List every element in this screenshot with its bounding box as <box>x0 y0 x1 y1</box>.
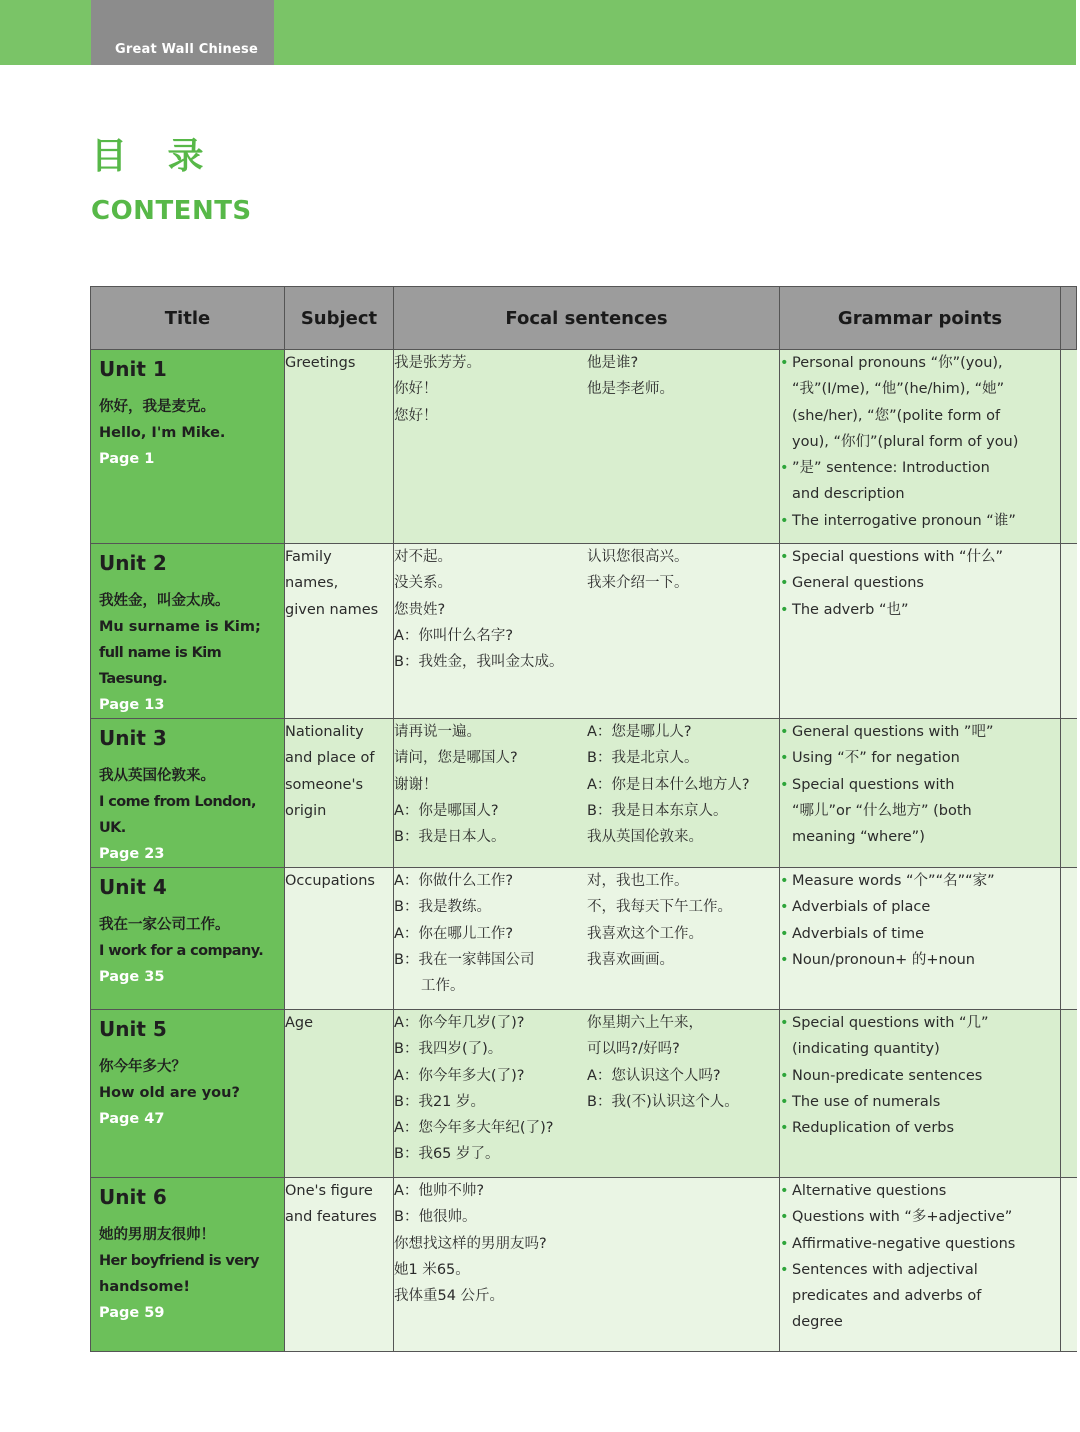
grammar-point <box>780 1231 1060 1257</box>
unit-title-cell <box>91 1178 285 1352</box>
grammar-point-line: “哪儿”or “什么地方” (both <box>792 802 972 819</box>
table-edge-cell <box>1061 868 1077 1010</box>
unit-number: Unit 5 <box>99 1017 167 1041</box>
grammar-point-line: • ”是” sentence: Introduction <box>792 460 990 477</box>
focal-column-right <box>587 544 779 675</box>
focal-sentence: A：你今年几岁(了)? <box>394 1015 525 1031</box>
grammar-points-cell <box>780 868 1061 1010</box>
grammar-points-cell <box>780 719 1061 868</box>
table-edge-cell <box>1061 1010 1077 1178</box>
grammar-point-line: • Special questions with “几” <box>792 1015 989 1031</box>
grammar-point-line: (she/her), “您”(polite form of <box>792 407 1001 424</box>
focal-sentence: 您好！ <box>394 407 438 424</box>
grammar-point <box>780 719 1060 745</box>
focal-column-right <box>587 1178 779 1309</box>
focal-sentences-cell <box>394 868 780 1010</box>
focal-sentence: 我体重54 公斤。 <box>394 1288 505 1305</box>
table-row <box>91 1178 1077 1352</box>
focal-column-left <box>394 868 587 999</box>
focal-column-left <box>394 1010 587 1168</box>
table-header-row <box>91 287 1077 350</box>
focal-sentence: A：你是哪国人? <box>394 802 499 819</box>
grammar-point-line: degree <box>792 1314 843 1331</box>
table-edge-cell <box>1061 719 1077 868</box>
focal-columns <box>394 544 779 675</box>
focal-sentence: A：您认识这个人吗? <box>587 1067 721 1084</box>
focal-sentence: 工作。 <box>421 978 465 995</box>
grammar-points-cell <box>780 1178 1061 1352</box>
focal-sentence: A：你叫什么名字? <box>394 627 514 644</box>
focal-sentence: B：我是教练。 <box>394 899 491 916</box>
grammar-point-line: • Adverbials of time <box>792 925 924 942</box>
column-header-title: Title <box>91 287 285 350</box>
focal-sentence: A：您今年多大年纪(了)? <box>394 1120 554 1137</box>
unit-title-cell <box>91 350 285 544</box>
table-row <box>91 350 1077 544</box>
subject-line: origin <box>285 802 327 819</box>
focal-sentence: B：我65 岁了。 <box>394 1146 500 1163</box>
unit-title-cell <box>91 719 285 868</box>
focal-sentence: B：我是日本东京人。 <box>587 802 728 819</box>
focal-sentence: 谢谢！ <box>394 776 438 793</box>
unit-title-english: I come from London, UK. <box>99 794 256 836</box>
focal-column-left <box>394 350 587 429</box>
grammar-point <box>780 868 1060 894</box>
grammar-point-line: • Special questions with <box>792 776 955 793</box>
subject-line: someone's <box>285 776 363 793</box>
focal-sentence: 您贵姓? <box>394 601 446 618</box>
table-row <box>91 1010 1077 1178</box>
focal-columns <box>394 1010 779 1168</box>
focal-columns <box>394 868 779 999</box>
unit-number: Unit 3 <box>99 726 167 750</box>
grammar-point-line: • Special questions with “什么” <box>792 549 1004 565</box>
focal-sentence: 我来介绍一下。 <box>587 575 689 592</box>
grammar-point-line: • Noun/pronoun+ 的+noun <box>792 951 975 968</box>
grammar-point-line: and description <box>792 486 905 503</box>
focal-sentences-cell <box>394 1178 780 1352</box>
table-row <box>91 544 1077 719</box>
grammar-point-line: • The adverb “也” <box>792 601 909 618</box>
focal-sentence: A：他帅不帅? <box>394 1183 485 1199</box>
focal-sentence: 对，我也工作。 <box>587 873 689 889</box>
focal-column-left <box>394 719 587 850</box>
grammar-point-line: • Reduplication of verbs <box>792 1120 955 1137</box>
grammar-point <box>780 1115 1060 1141</box>
grammar-point <box>780 1063 1060 1089</box>
unit-title-english: How old are you? <box>99 1085 240 1101</box>
unit-title-cell <box>91 868 285 1010</box>
focal-sentence: B：我是北京人。 <box>587 750 699 767</box>
grammar-point <box>780 508 1060 534</box>
focal-sentence: 他是李老师。 <box>587 381 674 398</box>
grammar-point-line: • Questions with “多+adjective” <box>792 1209 1013 1226</box>
brand-name: Great Wall Chinese <box>115 42 258 57</box>
focal-sentence: 你好！ <box>394 381 438 398</box>
focal-sentence: B：我在一家韩国公司 <box>394 951 535 968</box>
grammar-point <box>780 597 1060 623</box>
grammar-point <box>780 570 1060 596</box>
grammar-point-line: “我”(I/me), “他”(he/him), “她” <box>792 381 1005 398</box>
subject-line: given names <box>285 601 379 618</box>
focal-columns <box>394 1178 779 1309</box>
focal-sentence: 不，我每天下午工作。 <box>587 899 732 916</box>
unit-number: Unit 4 <box>99 875 167 899</box>
grammar-point <box>780 350 1060 455</box>
grammar-point-line: • Adverbials of place <box>792 899 931 916</box>
focal-sentence: 对不起。 <box>394 549 452 565</box>
unit-title-chinese: 她的男朋友很帅！ <box>99 1227 215 1243</box>
grammar-point <box>780 455 1060 508</box>
focal-sentence: B：我21 岁。 <box>394 1093 486 1110</box>
subject-line: Occupations <box>285 873 375 889</box>
subject-line: Family <box>285 549 332 565</box>
unit-number: Unit 6 <box>99 1185 167 1209</box>
subject-line: names, <box>285 575 339 592</box>
focal-column-right <box>587 719 779 850</box>
page-title-english: CONTENTS <box>91 196 252 226</box>
grammar-point-line: • General questions <box>792 575 924 592</box>
unit-page-link[interactable]: Page 23 <box>99 846 165 862</box>
grammar-point-line: predicates and adverbs of <box>792 1288 982 1305</box>
table-row <box>91 868 1077 1010</box>
unit-title-chinese: 你好，我是麦克。 <box>99 399 215 415</box>
brand-tab <box>91 0 274 65</box>
unit-title-english: Mu surname is Kim; <box>99 619 261 635</box>
focal-column-right <box>587 1010 779 1168</box>
subject-cell <box>285 868 394 1010</box>
column-header-grammar-points: Grammar points <box>780 287 1061 350</box>
unit-title-cell <box>91 1010 285 1178</box>
subject-cell <box>285 719 394 868</box>
unit-page-link[interactable]: Page 47 <box>99 1111 165 1127</box>
focal-sentence: 我是张芳芳。 <box>394 355 481 371</box>
focal-sentence: A：您是哪儿人? <box>587 724 692 740</box>
focal-sentence: 没关系。 <box>394 575 452 592</box>
grammar-point <box>780 947 1060 973</box>
focal-sentence: 你想找这样的男朋友吗? <box>394 1235 547 1252</box>
focal-sentence: B：我(不)认识这个人。 <box>587 1093 739 1110</box>
grammar-point-line: • Measure words “个”“名”“家” <box>792 873 995 889</box>
grammar-points-cell <box>780 350 1061 544</box>
unit-page-link[interactable]: Page 13 <box>99 697 165 713</box>
focal-sentence: A：你做什么工作? <box>394 873 514 889</box>
grammar-point <box>780 1178 1060 1204</box>
grammar-point-line: • Alternative questions <box>792 1183 947 1199</box>
column-header-focal-sentences: Focal sentences <box>394 287 780 350</box>
unit-page-link[interactable]: Page 1 <box>99 451 155 467</box>
unit-title-english: handsome! <box>99 1279 190 1295</box>
focal-sentence: 她1 米65。 <box>394 1261 470 1278</box>
subject-line: and place of <box>285 750 375 767</box>
grammar-point <box>780 1010 1060 1063</box>
unit-title-chinese: 我从英国伦敦来。 <box>99 768 215 784</box>
grammar-point <box>780 921 1060 947</box>
grammar-point <box>780 1204 1060 1230</box>
grammar-point-line: • Personal pronouns “你”(you), <box>792 355 1003 371</box>
unit-title-cell <box>91 544 285 719</box>
grammar-point-line: • Affirmative-negative questions <box>792 1235 1016 1252</box>
unit-number: Unit 1 <box>99 357 167 381</box>
unit-title-chinese: 你今年多大？ <box>99 1059 186 1075</box>
unit-title-english: full name is Kim Taesung. <box>99 645 222 687</box>
focal-sentences-cell <box>394 719 780 868</box>
focal-sentence: 可以吗?/好吗? <box>587 1041 680 1058</box>
subject-line: and features <box>285 1209 377 1226</box>
focal-columns <box>394 350 779 429</box>
focal-sentence: 认识您很高兴。 <box>587 549 689 565</box>
focal-columns <box>394 719 779 850</box>
unit-title-chinese: 我姓金，叫金太成。 <box>99 593 230 609</box>
subject-line: Age <box>285 1015 314 1031</box>
grammar-point-line: (indicating quantity) <box>792 1041 940 1058</box>
column-header-edge <box>1061 287 1077 350</box>
focal-sentence: 我从英国伦敦来。 <box>587 829 703 846</box>
grammar-point <box>780 894 1060 920</box>
grammar-point <box>780 1257 1060 1336</box>
subject-cell <box>285 544 394 719</box>
focal-sentence: 你星期六上午来， <box>587 1015 703 1031</box>
focal-sentence: B：我四岁(了)。 <box>394 1041 503 1058</box>
focal-sentence: 请问，您是哪国人? <box>394 750 518 767</box>
grammar-point-line: • The use of numerals <box>792 1093 941 1110</box>
table-edge-cell <box>1061 1178 1077 1352</box>
focal-sentences-cell <box>394 350 780 544</box>
focal-column-right <box>587 868 779 999</box>
grammar-point <box>780 772 1060 851</box>
grammar-point-line: • Using “不” for negation <box>792 750 960 767</box>
unit-title-english: Hello, I'm Mike. <box>99 425 226 441</box>
top-banner <box>0 0 1076 65</box>
unit-title-english: I work for a company. <box>99 943 264 959</box>
page-title-chinese: 目 录 <box>91 136 218 177</box>
grammar-point-line: meaning “where”) <box>792 829 925 846</box>
subject-line: Nationality <box>285 724 364 740</box>
subject-line: Greetings <box>285 355 356 371</box>
focal-sentence: A：你是日本什么地方人? <box>587 776 750 793</box>
focal-sentence: 我喜欢这个工作。 <box>587 925 703 942</box>
focal-sentence: 他是谁? <box>587 355 639 371</box>
unit-number: Unit 2 <box>99 551 167 575</box>
grammar-point-line: • General questions with ”吧” <box>792 724 994 740</box>
grammar-point <box>780 745 1060 771</box>
focal-sentences-cell <box>394 1010 780 1178</box>
focal-sentence: B：我姓金，我叫金太成。 <box>394 654 564 671</box>
grammar-points-cell <box>780 1010 1061 1178</box>
table-edge-cell <box>1061 544 1077 719</box>
grammar-points-cell <box>780 544 1061 719</box>
focal-sentence: B：他很帅。 <box>394 1209 477 1226</box>
focal-column-left <box>394 544 587 675</box>
subject-cell <box>285 350 394 544</box>
subject-cell <box>285 1010 394 1178</box>
contents-table <box>90 286 1077 1352</box>
focal-sentence: A：你今年多大(了)? <box>394 1067 525 1084</box>
focal-sentences-cell <box>394 544 780 719</box>
unit-title-english: Her boyfriend is very <box>99 1253 259 1269</box>
focal-sentence: B：我是日本人。 <box>394 829 506 846</box>
focal-sentence: 请再说一遍。 <box>394 724 481 740</box>
grammar-point-line: • The interrogative pronoun “谁” <box>792 512 1016 529</box>
subject-cell <box>285 1178 394 1352</box>
focal-column-left <box>394 1178 587 1309</box>
table-edge-cell <box>1061 350 1077 544</box>
grammar-point-line: • Sentences with adjectival <box>792 1261 978 1278</box>
grammar-point-line: you), “你们”(plural form of you) <box>792 433 1019 450</box>
unit-page-link[interactable]: Page 35 <box>99 969 165 985</box>
subject-line: One's figure <box>285 1183 373 1199</box>
column-header-subject: Subject <box>285 287 394 350</box>
unit-title-chinese: 我在一家公司工作。 <box>99 917 230 933</box>
table-row <box>91 719 1077 868</box>
focal-sentence: A：你在哪儿工作? <box>394 925 514 942</box>
unit-page-link[interactable]: Page 59 <box>99 1305 165 1321</box>
grammar-point <box>780 1089 1060 1115</box>
grammar-point-line: • Noun-predicate sentences <box>792 1067 983 1084</box>
focal-column-right <box>587 350 779 429</box>
focal-sentence: 我喜欢画画。 <box>587 951 674 968</box>
grammar-point <box>780 544 1060 570</box>
